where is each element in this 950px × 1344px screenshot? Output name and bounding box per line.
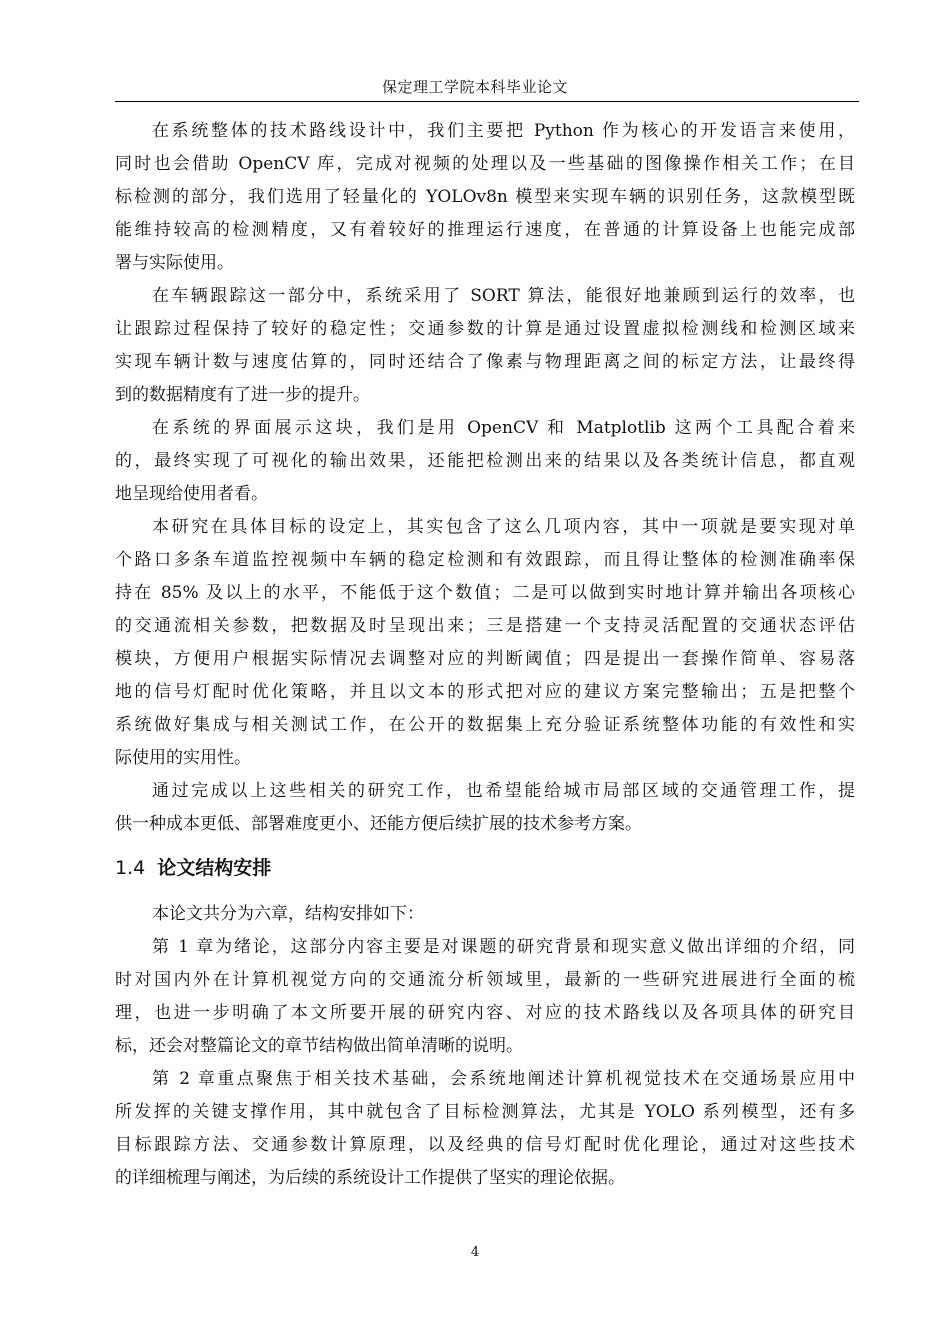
paragraph-line: 理，也进一步明确了本文所要开展的研究内容、对应的技术路线以及各项具体的研究目 <box>115 1003 855 1023</box>
paragraph-line: 个路口多条车道监控视频中车辆的稳定检测和有效跟踪，而且得让整体的检测准确率保 <box>115 550 855 570</box>
paragraph-line: 在系统整体的技术路线设计中，我们主要把 Python 作为核心的开发语言来使用， <box>152 121 855 141</box>
paragraph-line: 所发挥的关键支撑作用，其中就包含了目标检测算法，尤其是 YOLO 系列模型，还有多 <box>115 1102 855 1122</box>
paragraph-line: 在车辆跟踪这一部分中，系统采用了 SORT 算法，能很好地兼顾到运行的效率，也 <box>152 286 855 306</box>
page-number: 4 <box>470 1245 480 1260</box>
paragraph-line: 署与实际使用。 <box>115 253 234 273</box>
paragraph-line: 地呈现给使用者看。 <box>115 484 268 504</box>
paragraph-line: 本研究在具体目标的设定上，其实包含了这么几项内容，其中一项就是要实现对单 <box>152 517 855 537</box>
body-text-top <box>115 115 855 841</box>
paragraph-line: 系统做好集成与相关测试工作，在公开的数据集上充分验证系统整体功能的有效性和实 <box>115 715 855 735</box>
paragraph <box>115 511 855 775</box>
paragraph-line: 同时也会借助 OpenCV 库，完成对视频的处理以及一些基础的图像操作相关工作；在目 <box>115 154 855 174</box>
paragraph <box>115 775 855 841</box>
paragraph-line: 的，最终实现了可视化的输出效果，还能把检测出来的结果以及各类统计信息，都直观 <box>115 451 855 471</box>
section-number: 1.4 <box>115 857 146 879</box>
paragraph-line: 能维持较高的检测精度，又有着较好的推理运行速度，在普通的计算设备上也能完成部 <box>115 220 855 240</box>
paragraph-line: 标，还会对整篇论文的章节结构做出简单清晰的说明。 <box>115 1036 523 1056</box>
paragraph <box>115 280 855 412</box>
running-header: 保定理工学院本科毕业论文 <box>381 78 568 96</box>
paragraph-line: 时对国内外在计算机视觉方向的交通流分析领域里，最新的一些研究进展进行全面的梳 <box>115 970 855 990</box>
paragraph-line: 标检测的部分，我们选用了轻量化的 YOLOv8n 模型来实现车辆的识别任务，这款模型既 <box>115 187 855 207</box>
paragraph-line: 让跟踪过程保持了较好的稳定性；交通参数的计算是通过设置虚拟检测线和检测区域来 <box>115 319 855 339</box>
header-rule <box>115 101 859 102</box>
section-heading <box>115 853 271 883</box>
paragraph-line: 际使用的实用性。 <box>115 748 251 768</box>
paragraph-line: 到的数据精度有了进一步的提升。 <box>115 385 370 405</box>
body-text-bottom <box>115 898 855 1195</box>
paragraph-line: 实现车辆计数与速度估算的，同时还结合了像素与物理距离之间的标定方法，让最终得 <box>115 352 855 372</box>
paragraph-line: 在系统的界面展示这块，我们是用 OpenCV 和 Matplotlib 这两个工具配合着来 <box>152 418 855 438</box>
paragraph-line: 目标跟踪方法、交通参数计算原理，以及经典的信号灯配时优化理论，通过对这些技术 <box>115 1135 855 1155</box>
paragraph-line: 第 2 章重点聚焦于相关技术基础，会系统地阐述计算机视觉技术在交通场景应用中 <box>152 1069 855 1089</box>
paragraph-line: 第 1 章为绪论，这部分内容主要是对课题的研究背景和现实意义做出详细的介绍，同 <box>152 937 855 957</box>
paragraph-line: 本论文共分为六章，结构安排如下： <box>152 904 424 924</box>
paragraph <box>115 1063 855 1195</box>
section-title: 论文结构安排 <box>157 857 272 879</box>
paragraph-line: 的交通流相关参数，把数据及时呈现出来；三是搭建一个支持灵活配置的交通状态评估 <box>115 616 855 636</box>
paragraph-line: 地的信号灯配时优化策略，并且以文本的形式把对应的建议方案完整输出；五是把整个 <box>115 682 855 702</box>
paragraph <box>115 931 855 1063</box>
paragraph-line: 供一种成本更低、部署难度更小、还能方便后续扩展的技术参考方案。 <box>115 814 642 834</box>
paragraph <box>115 412 855 511</box>
paragraph-line: 通过完成以上这些相关的研究工作，也希望能给城市局部区域的交通管理工作，提 <box>152 781 855 801</box>
paragraph <box>115 898 855 931</box>
paragraph-line: 持在 85% 及以上的水平，不能低于这个数值；二是可以做到实时地计算并输出各项核心 <box>115 583 855 603</box>
paragraph-line: 的详细梳理与阐述，为后续的系统设计工作提供了坚实的理论依据。 <box>115 1168 625 1188</box>
paragraph <box>115 115 855 280</box>
paragraph-line: 模块，方便用户根据实际情况去调整对应的判断阈值；四是提出一套操作简单、容易落 <box>115 649 855 669</box>
